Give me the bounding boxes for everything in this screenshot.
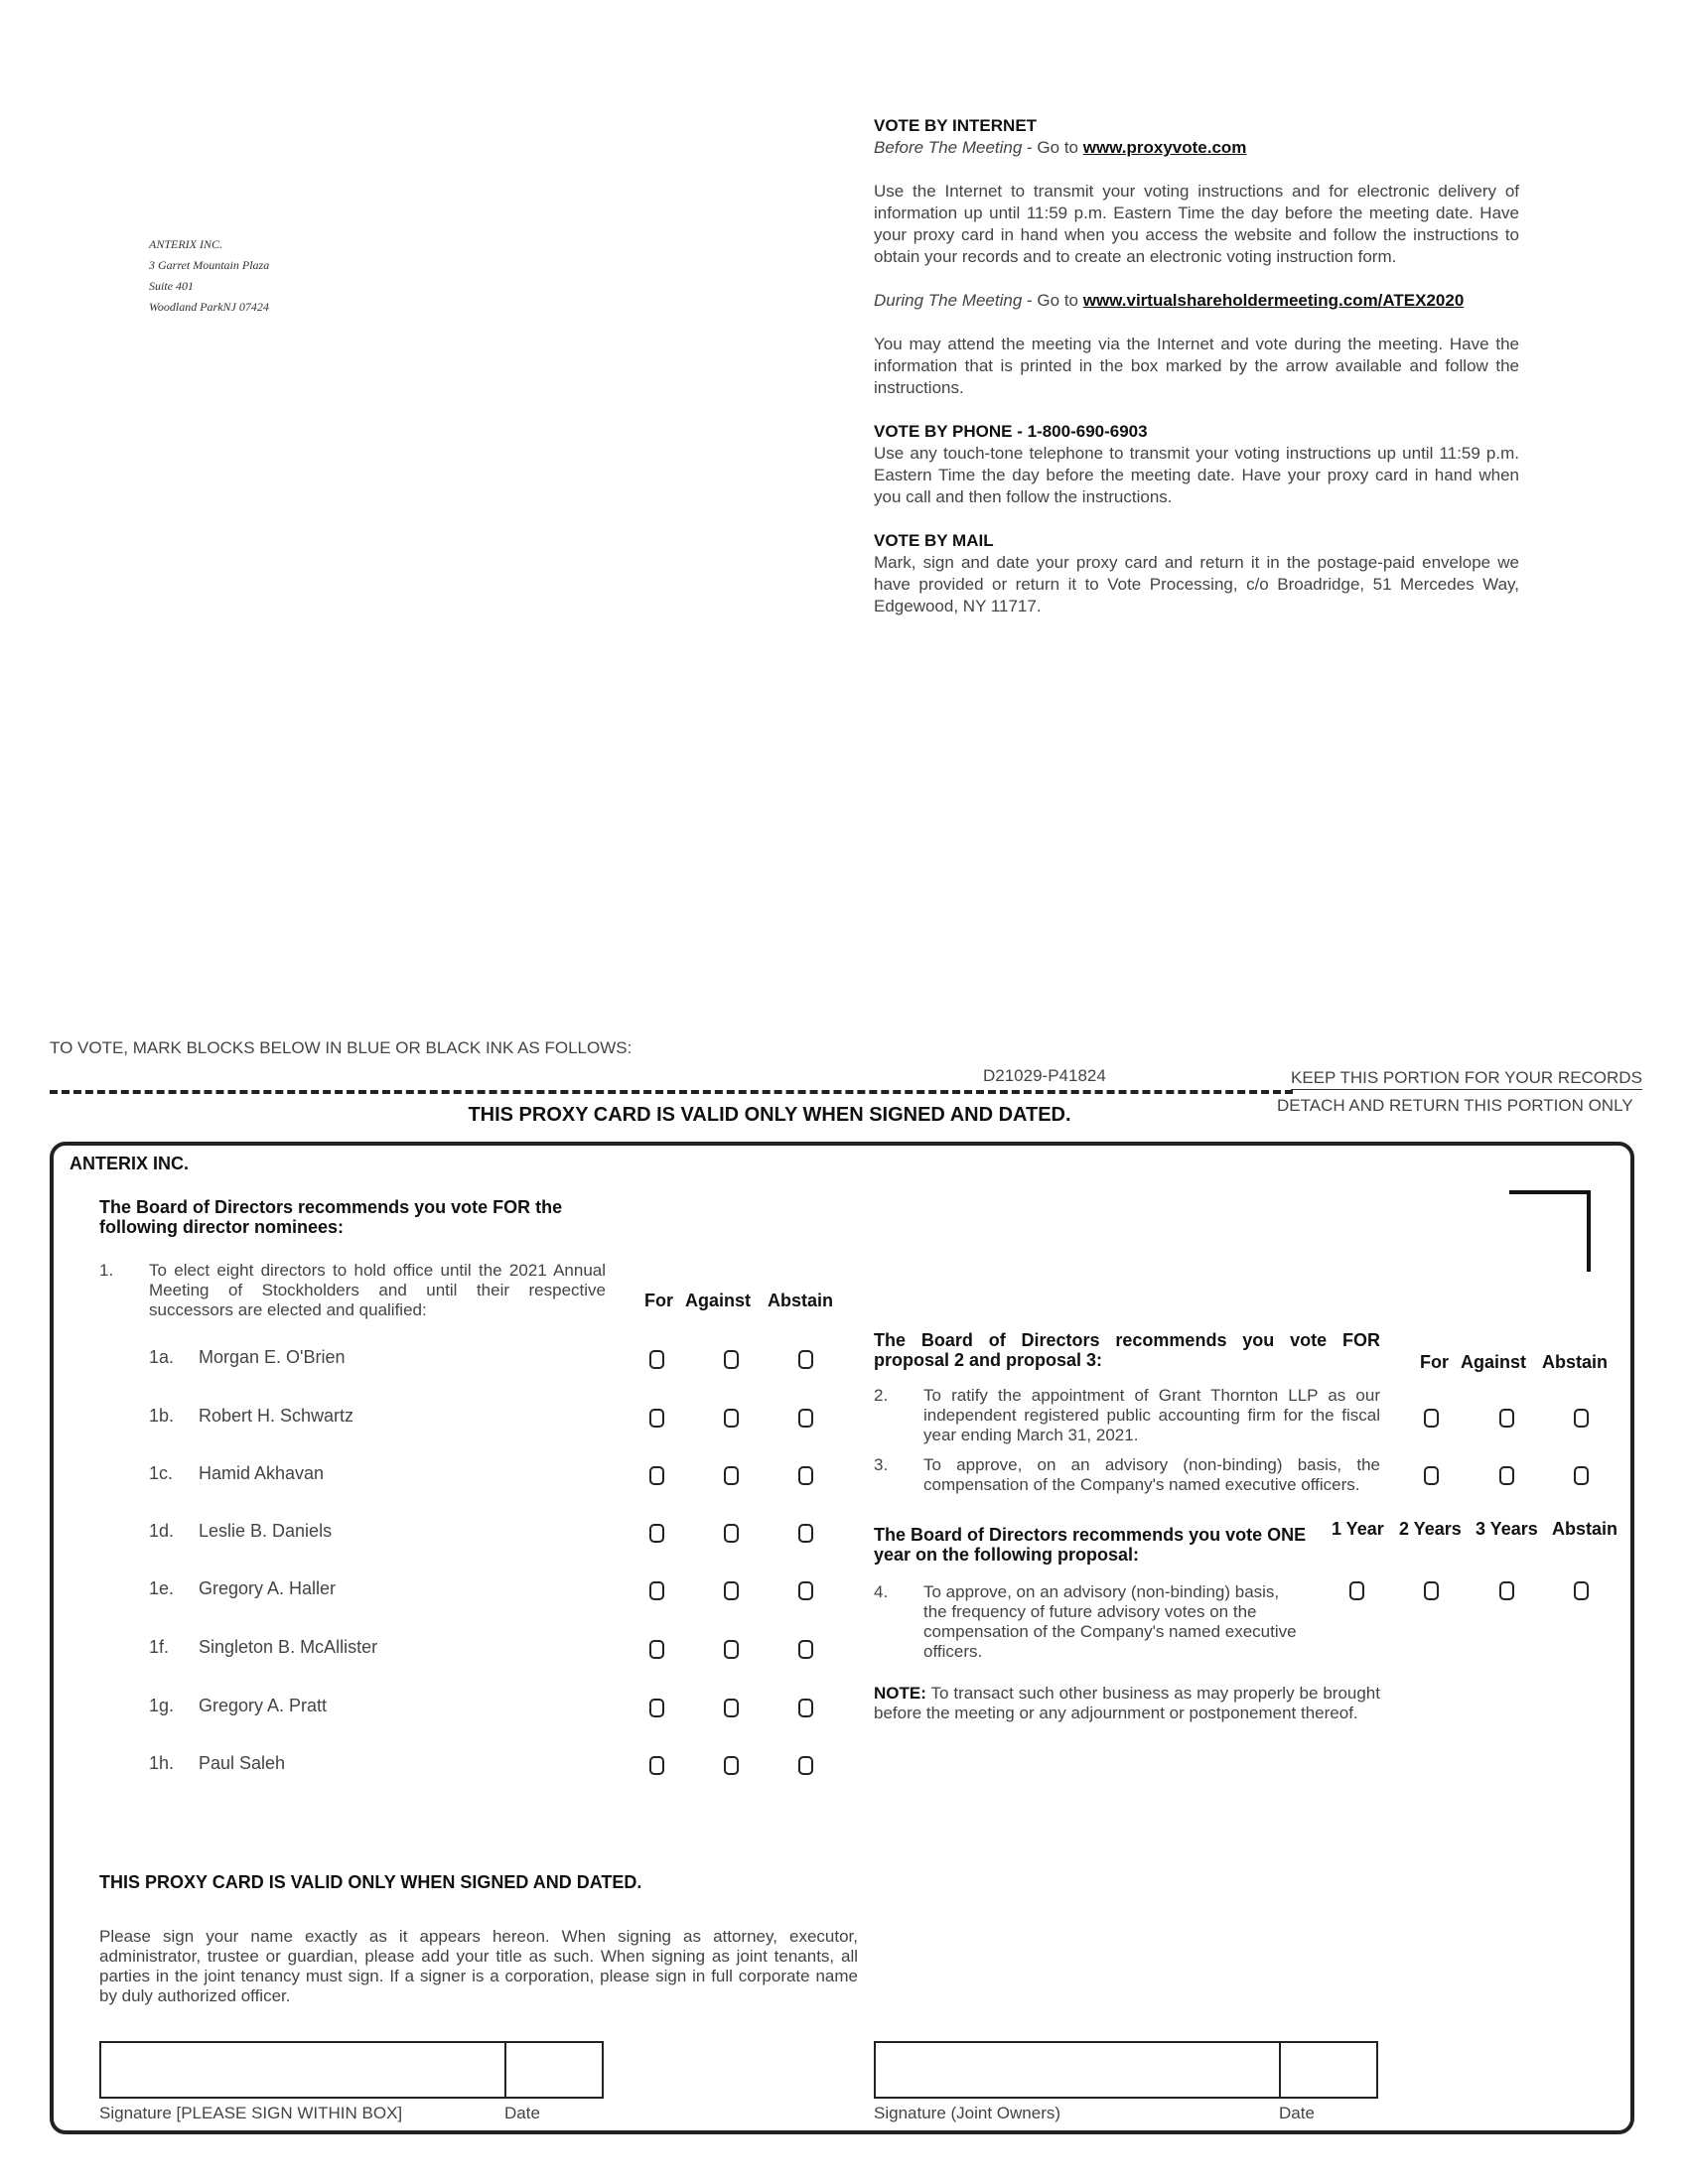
vote-phone-heading: VOTE BY PHONE - 1-800-690-6903 <box>874 422 1148 441</box>
proposal-3-against-checkbox[interactable] <box>1499 1466 1514 1485</box>
proposal-2-text: To ratify the appointment of Grant Thornton LLP as our independent registered public accounting firm for the fiscal year ending March 31, 2021. <box>923 1386 1380 1444</box>
nominee-1f-abstain-checkbox[interactable] <box>798 1640 813 1659</box>
nominee-1b-abstain-checkbox[interactable] <box>798 1409 813 1428</box>
col-abstain: Abstain <box>768 1291 834 1310</box>
nominee-1g-abstain-checkbox[interactable] <box>798 1699 813 1717</box>
date-label: Date <box>504 2104 540 2122</box>
nominee-1b-against-checkbox[interactable] <box>724 1409 739 1428</box>
nominee-number: 1b. <box>149 1406 175 1426</box>
valid-notice-card: THIS PROXY CARD IS VALID ONLY WHEN SIGNED AND DATED. <box>99 1872 642 1892</box>
nominee-1c-abstain-checkbox[interactable] <box>798 1466 813 1485</box>
voting-instructions <box>874 115 1519 617</box>
nominee-name: Morgan E. O'Brien <box>199 1347 346 1367</box>
nominee-1g-for-checkbox[interactable] <box>649 1699 664 1717</box>
vote-phone-text: Use any touch-tone telephone to transmit your voting instructions up until 11:59 p.m. Eastern Time the day before the meeting date. Have your proxy card in hand when you call and then follow the instructions. <box>874 444 1519 506</box>
detach-line <box>50 1090 1293 1094</box>
proxyvote-link[interactable]: www.proxyvote.com <box>1082 138 1247 157</box>
nominee-1h-abstain-checkbox[interactable] <box>798 1756 813 1775</box>
col-3-years: 3 Years <box>1476 1519 1538 1539</box>
col-for-right: For <box>1420 1352 1449 1372</box>
col-2-years: 2 Years <box>1399 1519 1462 1539</box>
nominee-number: 1a. <box>149 1347 175 1367</box>
proposal-4-number: 4. <box>874 1582 889 1601</box>
nominee-1d-for-checkbox[interactable] <box>649 1524 664 1543</box>
signature-box[interactable] <box>99 2041 506 2099</box>
corner-mark-vertical <box>1587 1190 1591 1272</box>
nominee-1a-abstain-checkbox[interactable] <box>798 1350 813 1369</box>
nominee-name: Gregory A. Pratt <box>199 1696 328 1715</box>
nominee-1h-against-checkbox[interactable] <box>724 1756 739 1775</box>
virtual-meeting-link[interactable]: www.virtualshareholdermeeting.com/ATEX2020 <box>1082 291 1465 310</box>
board-recommendation-2: The Board of Directors recommends you vote FOR proposal 2 and proposal 3: <box>874 1330 1380 1370</box>
proposal-2-for-checkbox[interactable] <box>1424 1409 1439 1428</box>
joint-signature-label: Signature (Joint Owners) <box>874 2104 1061 2122</box>
address-street: 3 Garret Mountain Plaza <box>149 258 270 272</box>
proposal-3-number: 3. <box>874 1455 889 1474</box>
nominee-1g-against-checkbox[interactable] <box>724 1699 739 1717</box>
proposal-2-against-checkbox[interactable] <box>1499 1409 1514 1428</box>
nominee-number: 1f. <box>149 1637 170 1657</box>
proposal-4-three-years-checkbox[interactable] <box>1499 1581 1514 1600</box>
board-recommendation-3: The Board of Directors recommends you vote ONE year on the following proposal: <box>874 1525 1307 1565</box>
vote-mail-text: Mark, sign and date your proxy card and return it in the postage-paid envelope we have provided or return it to Vote Processing, c/o Broadridge, 51 Mercedes Way, Edgewood, NY 11717. <box>874 553 1519 615</box>
nominee-number: 1d. <box>149 1521 175 1541</box>
nominee-name: Gregory A. Haller <box>199 1578 337 1598</box>
col-1-year: 1 Year <box>1332 1519 1384 1539</box>
nominee-1d-against-checkbox[interactable] <box>724 1524 739 1543</box>
nominee-1c-against-checkbox[interactable] <box>724 1466 739 1485</box>
nominee-name: Singleton B. McAllister <box>199 1637 378 1657</box>
nominee-1e-abstain-checkbox[interactable] <box>798 1581 813 1600</box>
date-box[interactable] <box>504 2041 604 2099</box>
vote-mail-heading: VOTE BY MAIL <box>874 531 994 550</box>
vote-internet-during-text: You may attend the meeting via the Internet and vote during the meeting. Have the information that is printed in the box marked by the arrow available and follow the instructions. <box>874 335 1519 397</box>
col-against: Against <box>685 1291 752 1310</box>
control-code: D21029-P41824 <box>983 1066 1106 1085</box>
nominee-1a-for-checkbox[interactable] <box>649 1350 664 1369</box>
vote-internet-heading: VOTE BY INTERNET <box>874 116 1038 135</box>
vote-internet-before: Before The Meeting - Go to www.proxyvote.com <box>874 138 1247 157</box>
note: NOTE: To transact such other business as may properly be brought before the meeting or any adjournment or postponement thereof. <box>874 1684 1380 1722</box>
corner-mark <box>1509 1190 1591 1194</box>
nominee-1a-against-checkbox[interactable] <box>724 1350 739 1369</box>
address-suite: Suite 401 <box>149 279 194 293</box>
nominee-name: Robert H. Schwartz <box>199 1406 354 1426</box>
col-for: For <box>644 1291 673 1310</box>
nominee-1h-for-checkbox[interactable] <box>649 1756 664 1775</box>
board-recommendation-1: The Board of Directors recommends you vote FOR the following director nominees: <box>99 1197 563 1237</box>
address-city: Woodland ParkNJ 07424 <box>149 300 269 314</box>
proposal-4-text: To approve, on an advisory (non-binding) basis, the frequency of future advisory votes on the compensation of the Company's named executive officers. <box>923 1582 1297 1661</box>
vote-internet-during: During The Meeting - Go to www.virtualshareholdermeeting.com/ATEX2020 <box>874 291 1465 310</box>
nominee-name: Hamid Akhavan <box>199 1463 325 1483</box>
nominee-1e-for-checkbox[interactable] <box>649 1581 664 1600</box>
proposal-4-one-year-checkbox[interactable] <box>1349 1581 1364 1600</box>
card-company: ANTERIX INC. <box>70 1154 190 1173</box>
valid-notice-top: THIS PROXY CARD IS VALID ONLY WHEN SIGNED AND DATED. <box>468 1104 1071 1126</box>
nominee-number: 1c. <box>149 1463 174 1483</box>
nominee-1b-for-checkbox[interactable] <box>649 1409 664 1428</box>
proposal-1-text: To elect eight directors to hold office until the 2021 Annual Meeting of Stockholders and until their respective successors are elected and qualified: <box>149 1261 606 1319</box>
proposal-4-two-years-checkbox[interactable] <box>1424 1581 1439 1600</box>
address-company: ANTERIX INC. <box>149 237 222 251</box>
return-address <box>149 234 269 318</box>
col-abstain-right: Abstain <box>1542 1352 1609 1372</box>
nominee-number: 1g. <box>149 1696 175 1715</box>
nominee-1d-abstain-checkbox[interactable] <box>798 1524 813 1543</box>
sign-instructions: Please sign your name exactly as it appears hereon. When signing as attorney, executor, administrator, trustee or guardian, please add your title as such. When signing as joint tenants, all parties in the joint tenancy must sign. If a signer is a corporation, please sign in full corporate name by duly authorized officer. <box>99 1927 858 2005</box>
proposal-3-for-checkbox[interactable] <box>1424 1466 1439 1485</box>
proposal-3-text: To approve, on an advisory (non-binding) basis, the compensation of the Company's named executive officers. <box>923 1455 1380 1494</box>
proposal-2-number: 2. <box>874 1386 889 1405</box>
nominee-number: 1h. <box>149 1753 175 1773</box>
joint-signature-box[interactable] <box>874 2041 1281 2099</box>
col-abstain-freq: Abstain <box>1552 1519 1618 1539</box>
vote-internet-before-text: Use the Internet to transmit your voting instructions and for electronic delivery of information up until 11:59 p.m. Eastern Time the day before the meeting date. Have your proxy card in hand when you access the website and follow the instructions to obtain your records and to create an electronic voting instruction form. <box>874 182 1519 266</box>
ink-instruction: TO VOTE, MARK BLOCKS BELOW IN BLUE OR BLACK INK AS FOLLOWS: <box>50 1038 633 1057</box>
proposal-4-abstain-checkbox[interactable] <box>1574 1581 1589 1600</box>
joint-date-box[interactable] <box>1279 2041 1378 2099</box>
nominee-name: Leslie B. Daniels <box>199 1521 333 1541</box>
nominee-number: 1e. <box>149 1578 175 1598</box>
nominee-1e-against-checkbox[interactable] <box>724 1581 739 1600</box>
keep-portion-label: KEEP THIS PORTION FOR YOUR RECORDS <box>1291 1068 1642 1090</box>
joint-date-label: Date <box>1279 2104 1315 2122</box>
col-against-right: Against <box>1461 1352 1527 1372</box>
signature-label: Signature [PLEASE SIGN WITHIN BOX] <box>99 2104 403 2122</box>
detach-portion-label: DETACH AND RETURN THIS PORTION ONLY <box>1277 1096 1633 1115</box>
proposal-3-abstain-checkbox[interactable] <box>1574 1466 1589 1485</box>
nominee-1c-for-checkbox[interactable] <box>649 1466 664 1485</box>
nominee-1f-against-checkbox[interactable] <box>724 1640 739 1659</box>
proposal-2-abstain-checkbox[interactable] <box>1574 1409 1589 1428</box>
proposal-1-number: 1. <box>99 1261 114 1280</box>
nominee-name: Paul Saleh <box>199 1753 286 1773</box>
nominee-1f-for-checkbox[interactable] <box>649 1640 664 1659</box>
